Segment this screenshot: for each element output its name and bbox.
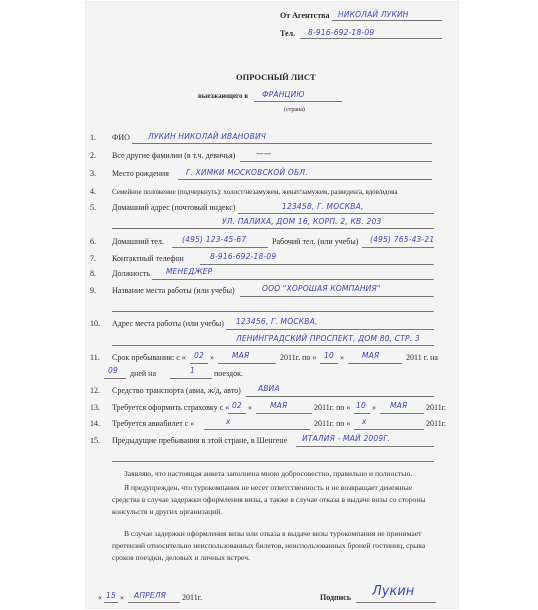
ticket-to-line [354, 429, 424, 430]
row-number: 5. [90, 203, 96, 212]
row-number: 1. [90, 133, 96, 142]
row-number: 6. [90, 237, 96, 246]
previous-visits-line-2 [112, 461, 434, 462]
row-number: 11. [90, 353, 100, 362]
stay-year-to: 2011 г. на [406, 353, 438, 362]
claims-paragraph: В случае задержки оформления визы или отказа в выдаче визы турокомпания не принимает претензий относительно неиспользованных билетов, неиспользованных броней гостиниц, срыва сроков поездки, деловых и личных встреч. [112, 529, 426, 562]
stay-trips: 1 [190, 366, 195, 375]
other-names-line [240, 161, 432, 162]
from-agency-line [332, 20, 442, 21]
insurance-year-from: 2011г. по « [314, 403, 351, 412]
stay-days-line [104, 378, 126, 379]
position-value: МЕНЕДЖЕР [166, 267, 213, 276]
tel-value: 8-916-692-18-09 [308, 28, 375, 37]
other-names-label: Все другие фамилии (в т.ч. девичья) [112, 151, 236, 160]
ticket-year-to: 2011г. [426, 419, 447, 428]
date-day: 15 [106, 591, 116, 600]
insurance-month-from-line [256, 413, 312, 414]
tel-line [300, 38, 442, 39]
insurance-month-from: МАЯ [270, 401, 288, 410]
stay-period-label: Срок пребывания: с « [112, 353, 186, 362]
form-title: ОПРОСНЫЙ ЛИСТ [236, 72, 316, 82]
row-number: 7. [90, 254, 96, 263]
signature-line [356, 602, 436, 603]
stay-days-label: дней на [130, 369, 157, 378]
row-number: 14. [90, 419, 100, 428]
form-subtitle: выезжающего в [198, 92, 249, 100]
contact-phone-line [200, 264, 434, 265]
work-address-line-2 [112, 345, 434, 346]
stay-month-to-line [348, 363, 402, 364]
stay-month-from: МАЯ [232, 351, 250, 360]
from-agency-label: От Агентства [280, 11, 330, 20]
workplace-line-2 [112, 311, 434, 312]
transport-label: Средство транспорта (авиа, ж/д, авто) [112, 386, 241, 395]
row-number: 10. [90, 319, 100, 328]
insurance-month-to-line [380, 413, 424, 414]
stay-year-from: 2011г. по « [280, 353, 317, 362]
birthplace-value: Г. ХИМКИ МОСКОВСКОЙ ОБЛ. [186, 168, 308, 177]
ticket-day-to: х [362, 417, 367, 426]
insurance-day-from-line [228, 413, 246, 414]
home-address-line-2 [112, 228, 434, 229]
position-label: Должность [112, 269, 151, 278]
previous-visits-label: Предыдущие пребывания в этой стране, в Шенгене [112, 436, 288, 445]
fio-value: ЛУКИН НИКОЛАЙ ИВАНОВИЧ [148, 132, 267, 141]
transport-line [246, 396, 434, 397]
work-address-value: 123456, Г. МОСКВА, [236, 317, 318, 326]
work-phone-line [362, 247, 434, 248]
row-number: 2. [90, 151, 96, 160]
ticket-day-from: х [226, 417, 231, 426]
ticket-year-from: 2011г. по « [314, 419, 351, 428]
transport-value: АВИА [258, 384, 280, 393]
date-open-quote: « [98, 593, 102, 602]
date-month-line [128, 602, 180, 603]
row-number: 9. [90, 286, 96, 295]
home-address-label: Домашний адрес (почтовый индекс) [112, 203, 236, 212]
stay-month-from-line [218, 363, 276, 364]
work-phone-label: Рабочий тел. (или учебы) [272, 237, 359, 246]
row-number: 3. [90, 169, 96, 178]
birthplace-line [178, 179, 432, 180]
country-line [254, 101, 342, 102]
row-number: 15. [90, 436, 100, 445]
birthplace-label: Место рождения [112, 169, 169, 178]
stay-day-from: 02 [194, 351, 204, 360]
stay-day-to-line [320, 363, 338, 364]
home-address-value: 123458, Г. МОСКВА, [282, 202, 364, 211]
date-day-line [104, 602, 118, 603]
home-phone-value: (495) 123-45-67 [182, 235, 247, 244]
declaration-paragraph: Заявляю, что настоящая анкета заполнена мною добросовестно, правильно и полностью. [124, 469, 413, 478]
workplace-line [240, 296, 434, 297]
contact-phone-value: 8-916-692-18-09 [210, 252, 277, 261]
stay-day-from-line [190, 363, 208, 364]
row-number: 8. [90, 269, 96, 278]
previous-visits-value: ИТАЛИЯ - МАЙ 2009Г. [302, 434, 391, 443]
insurance-year-to: 2011г. [426, 403, 447, 412]
from-agency-value: НИКОЛАЙ ЛУКИН [338, 10, 409, 19]
contact-phone-label: Контактный телефон [112, 254, 184, 263]
country-value: ФРАНЦИЮ [262, 90, 305, 99]
stay-trips-line [170, 378, 212, 379]
home-phone-line [172, 247, 268, 248]
marital-status-label: Семейное положение (подчеркнуть): холост/незамужем, женат/замужем, разведен/а, вдов/вдова [112, 188, 398, 196]
row-number: 4. [90, 187, 96, 196]
insurance-label: Требуется оформить страховку с « [112, 403, 230, 412]
work-phone-value: (495) 765-43-21 [370, 235, 435, 244]
date-year: 2011г. [182, 593, 203, 602]
questionnaire-sheet: От Агентства НИКОЛАЙ ЛУКИН Тел. 8-916-692-18-09 ОПРОСНЫЙ ЛИСТ выезжающего в ФРАНЦИЮ (страна) 1. ФИО ЛУКИН НИКОЛАЙ ИВАНОВИЧ 2. Все другие фамилии (в т.ч. девичья) —— 3. Место рождения Г. ХИМКИ МОСКОВСКОЙ ОБЛ. 4. Семейное положение (подчеркнуть): холост/незамужем, женат/замужем, разведен/а, вдов/вдова 5. Домашний адрес (почтовый индекс) 123458, Г. МОСКВА, УЛ. ПАЛИХА, ДОМ 16, КОРП. 2, КВ. 203 6. Домашний тел. (495) 123-45-67 Рабочий тел. (или учебы) (495) 765-43-21 7. Контактный телефон 8-916-692-18-09 8. Должность МЕНЕДЖЕР 9. Название места работы (или учебы) ООО "ХОРОШАЯ КОМПАНИЯ" 10. Адрес места работы (или учебы) 123456, Г. МОСКВА, ЛЕНИНГРАДСКИЙ ПРОСПЕКТ, ДОМ 80, СТР. 3 11. Срок пребывания: с « 02 » МАЯ 2011г. по « 10 » МАЯ 2011 г. на 09 дней на 1 поездок. 12. Средство транспорта (авиа, ж/д, авто) АВИА 13. Требуется оформить страховку с « 02 » МАЯ 2011г. по « 10 » МАЯ 2011г. 14. Требуется авиабилет с « х 2011г. по « х 2011г. 15. Предыдущие пребывания в этой стране, в Шенгене ИТАЛИЯ - МАЙ 2009Г. Заявляю, что настоящая анкета заполнена мною добросовестно, правильно и полностью. Я предупрежден, что турокомпания не несет ответственность и не возвращает денежные средства в случае задержки оформления визы, а также в случае отказа в выдаче визы со стороны консульств и других организаций. В случае задержки оформления визы или отказа в выдаче визы турокомпания не принимает претензий относительно неиспользованных билетов, неиспользованных броней гостиниц, срыва сроков поездки, деловых и личных встреч. « 15 » АПРЕЛЯ 2011г. Подпись Лукин [86, 2, 458, 608]
fio-line [132, 143, 432, 144]
ticket-from-line [204, 429, 310, 430]
signature-label: Подпись [320, 593, 352, 602]
position-line [152, 279, 434, 280]
row-number: 13. [90, 403, 100, 412]
ticket-label: Требуется авиабилет с « [112, 419, 195, 428]
insurance-day-to-line [354, 413, 370, 414]
fio-label: ФИО [112, 133, 130, 142]
work-address-value-2: ЛЕНИНГРАДСКИЙ ПРОСПЕКТ, ДОМ 80, СТР. 3 [236, 334, 420, 343]
stay-month-to: МАЯ [362, 351, 380, 360]
previous-visits-line [296, 446, 434, 447]
home-address-line [238, 213, 434, 214]
stay-trips-label: поездок. [214, 369, 243, 378]
stay-day-to: 10 [324, 351, 334, 360]
stay-days: 09 [108, 366, 118, 375]
row-number: 12. [90, 386, 100, 395]
date-close-quote: » [120, 593, 124, 602]
work-address-line [226, 329, 434, 330]
home-address-value-2: УЛ. ПАЛИХА, ДОМ 16, КОРП. 2, КВ. 203 [222, 217, 382, 226]
tel-label: Тел. [280, 29, 296, 38]
signature: Лукин [372, 584, 415, 599]
date-month: АПРЕЛЯ [134, 591, 167, 600]
insurance-day-to: 10 [356, 401, 366, 410]
work-address-label: Адрес места работы (или учебы) [112, 319, 224, 328]
workplace-value: ООО "ХОРОШАЯ КОМПАНИЯ" [262, 284, 381, 293]
insurance-day-from: 02 [232, 401, 242, 410]
warning-paragraph: Я предупрежден, что турокомпания не несет ответственность и не возвращает денежные средства в случае задержки оформления визы, а также в случае отказа в выдаче визы со стороны консульств и других организаций. [112, 483, 426, 516]
country-hint: (страна) [284, 107, 305, 113]
other-names-value: —— [256, 149, 272, 158]
home-phone-label: Домашний тел. [112, 237, 164, 246]
insurance-month-to: МАЯ [390, 401, 408, 410]
workplace-label: Название места работы (или учебы) [112, 286, 235, 295]
